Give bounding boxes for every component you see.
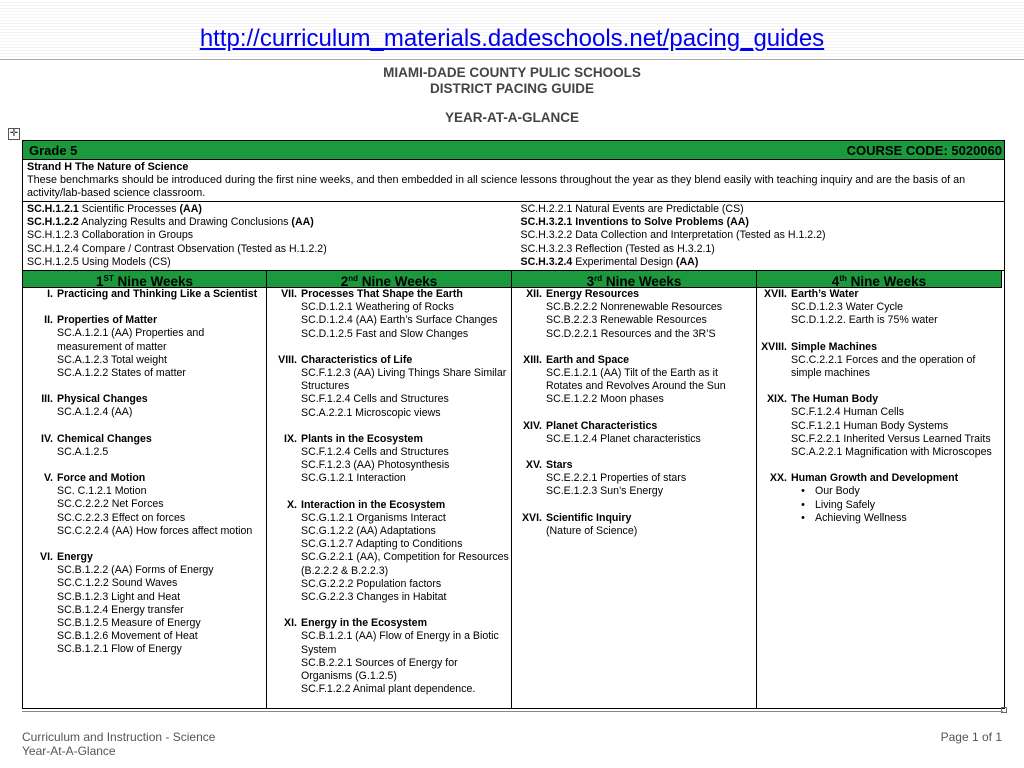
unit-benchmark: SC.F.1.2.2 Animal plant dependence. xyxy=(301,683,476,696)
unit-benchmark: SC.B.1.2.5 Measure of Energy xyxy=(57,617,201,630)
bullet-icon: • xyxy=(801,485,805,498)
benchmark-code: SC.H.1.2.4 xyxy=(27,242,79,255)
unit-benchmark: (Nature of Science) xyxy=(546,524,638,537)
unit-benchmark: SC.B.1.2.3 Light and Heat xyxy=(57,590,181,603)
unit-section xyxy=(269,617,509,696)
unit-title: Human Growth and Development xyxy=(791,472,959,485)
benchmark-item xyxy=(521,243,1001,256)
footer-dept: Curriculum and Instruction - Science xyxy=(22,730,216,744)
pacing-guides-link[interactable]: http://curriculum_materials.dadeschools.net/pacing_guides xyxy=(199,25,825,52)
unit-title-row xyxy=(759,341,1000,354)
unit-benchmark: SC.C.2.2.2 Net Forces xyxy=(57,498,164,511)
strand-text: These benchmarks should be introduced during the first nine weeks, and then embedded in all science lessons throughout the year as they blend easily with teaching inquiry and are the basis of an activity/lab-based science classroom. xyxy=(27,174,966,199)
unit-section xyxy=(25,314,264,380)
unit-benchmark: SC.C.1.2.2 Sound Waves xyxy=(57,577,178,590)
unit-numeral: VIII. xyxy=(278,353,297,366)
unit-section xyxy=(25,472,264,538)
unit-section xyxy=(269,433,509,486)
unit-title-row xyxy=(269,499,509,512)
unit-numeral: X. xyxy=(286,498,297,511)
quarter-header-4 xyxy=(757,271,1002,288)
footer-left xyxy=(22,730,215,758)
unit-numeral: IV. xyxy=(41,432,53,445)
benchmark-item xyxy=(521,216,1001,229)
quarter-ordinal: th xyxy=(839,274,847,284)
benchmark-tag: (AA) xyxy=(726,216,749,229)
unit-numeral: III. xyxy=(41,393,53,406)
quarter-ordinal: rd xyxy=(594,274,603,284)
quarter-ordinal: nd xyxy=(348,274,358,284)
unit-title-row xyxy=(25,433,264,446)
unit-benchmark: SC.G.2.2.2 Population factors xyxy=(301,577,442,590)
unit-title: Practicing and Thinking Like a Scientist xyxy=(57,288,258,301)
unit-benchmark: SC.G.1.2.7 Adapting to Conditions xyxy=(301,538,463,551)
unit-title-row xyxy=(514,512,754,525)
unit-title-row xyxy=(759,393,1000,406)
unit-section xyxy=(269,354,509,420)
quarter-column-2 xyxy=(267,288,512,708)
unit-numeral: XI. xyxy=(284,617,297,630)
benchmark-code: SC.H.3.2.3 xyxy=(520,242,573,255)
unit-title: Interaction in the Ecosystem xyxy=(301,498,446,511)
quarter-label: Nine Weeks xyxy=(117,274,194,290)
unit-section xyxy=(25,433,264,459)
strand-block xyxy=(23,160,1004,202)
unit-title-row xyxy=(25,314,264,327)
unit-section xyxy=(759,341,1000,381)
benchmark-text: Inventions to Solve Problems xyxy=(575,216,724,229)
unit-benchmark: SC.A.2.2.1 Magnification with Microscopes xyxy=(791,446,992,459)
unit-section xyxy=(759,393,1000,459)
course-code: COURSE CODE: 5020060 xyxy=(846,142,1002,158)
unit-title: Earth and Space xyxy=(546,353,630,366)
quarter-column-1 xyxy=(23,288,267,708)
benchmark-item xyxy=(521,229,1001,242)
header-district: MIAMI-DADE COUNTY PULIC SCHOOLS xyxy=(383,65,641,80)
quarter-header-2 xyxy=(267,271,512,288)
benchmark-item xyxy=(521,203,1001,216)
top-divider xyxy=(0,59,1024,60)
unit-title-row xyxy=(25,288,264,301)
unit-benchmark: SC.G.1.2.1 Interaction xyxy=(301,472,406,485)
unit-title: Force and Motion xyxy=(57,472,146,485)
unit-section xyxy=(759,288,1000,328)
grade-label: Grade 5 xyxy=(29,142,78,158)
benchmark-code: SC.H.1.2.5 xyxy=(27,255,79,268)
quarters-grid xyxy=(23,271,1004,708)
benchmark-text: Analyzing Results and Drawing Conclusions xyxy=(81,216,289,229)
unit-benchmark: SC.D.1.2.3 Water Cycle xyxy=(791,301,904,314)
bullet-text: Living Safely xyxy=(815,498,876,511)
unit-benchmark: SC.D.1.2.5 Fast and Slow Changes xyxy=(301,327,469,340)
benchmark-item xyxy=(521,256,1001,269)
quarter-column-3 xyxy=(512,288,757,708)
benchmarks-block xyxy=(23,202,1004,271)
unit-benchmark: SC.A.1.2.1 (AA) Properties and measurement of matter xyxy=(57,327,205,353)
unit-benchmark: SC.A.1.2.2 States of matter xyxy=(57,367,186,380)
benchmarks-left xyxy=(23,202,517,270)
unit-benchmark: SC.C.2.2.4 (AA) How forces affect motion xyxy=(57,524,253,537)
quarter-number: 3 xyxy=(586,274,595,290)
unit-section xyxy=(514,512,754,538)
header-year: YEAR-AT-A-GLANCE xyxy=(445,110,579,125)
unit-benchmark: SC.G.2.2.3 Changes in Habitat xyxy=(301,591,447,604)
unit-benchmark: SC.F.1.2.4 Cells and Structures xyxy=(301,393,449,406)
benchmark-text: Scientific Processes xyxy=(81,203,177,215)
bullet-icon: • xyxy=(801,511,805,524)
unit-title-row xyxy=(25,551,264,564)
unit-benchmark: SC.E.1.2.4 Planet characteristics xyxy=(546,432,701,445)
unit-benchmark: SC.F.1.2.3 (AA) Living Things Share Similar Structures xyxy=(301,367,507,393)
benchmark-code: SC.H.1.2.2 xyxy=(27,216,79,229)
quarter-number: 4 xyxy=(831,274,840,290)
unit-benchmark: SC.B.2.2.3 Renewable Resources xyxy=(546,314,707,327)
unit-section xyxy=(514,354,754,407)
quarter-number: 2 xyxy=(340,274,349,290)
unit-benchmark: SC.F.1.2.4 Human Cells xyxy=(791,406,905,419)
unit-numeral: VI. xyxy=(40,551,53,564)
unit-title-row xyxy=(759,472,1000,485)
unit-title: Chemical Changes xyxy=(57,432,152,445)
unit-title: Planet Characteristics xyxy=(546,419,658,432)
bullet-text: Achieving Wellness xyxy=(815,511,907,524)
unit-title-row xyxy=(269,433,509,446)
pacing-table xyxy=(22,140,1005,709)
unit-benchmark: SC.B.1.2.4 Energy transfer xyxy=(57,603,184,616)
unit-title: Simple Machines xyxy=(791,340,877,353)
unit-benchmark: SC.B.2.2.1 Sources of Energy for Organisms (G.1.2.5) xyxy=(301,656,458,683)
unit-benchmark: SC.D.2.2.1 Resources and the 3R’S xyxy=(546,327,716,340)
benchmark-code: SC.H.3.2.1 xyxy=(520,216,573,229)
unit-title: Processes That Shape the Earth xyxy=(301,288,463,301)
unit-numeral: XX. xyxy=(769,472,787,485)
unit-title-row xyxy=(269,354,509,367)
benchmark-item xyxy=(27,229,513,242)
benchmark-text: Compare / Contrast Observation (Tested as H.1.2.2) xyxy=(81,242,327,255)
unit-section xyxy=(25,551,264,657)
quarter-header-3 xyxy=(512,271,757,288)
unit-title: Scientific Inquiry xyxy=(546,511,632,524)
unit-benchmark: SC.B.1.2.6 Movement of Heat xyxy=(57,630,198,643)
unit-title-row xyxy=(269,288,509,301)
unit-numeral: XIV. xyxy=(522,419,542,432)
unit-title-row xyxy=(514,354,754,367)
bullet-icon: • xyxy=(801,498,805,511)
unit-benchmark: SC.F.1.2.4 Cells and Structures xyxy=(301,446,449,459)
benchmark-tag: (AA) xyxy=(675,255,699,268)
unit-title: Physical Changes xyxy=(57,393,148,406)
table-resize-handle[interactable] xyxy=(1001,707,1007,713)
unit-section xyxy=(514,420,754,446)
unit-title: Characteristics of Life xyxy=(301,353,413,366)
quarter-label: Nine Weeks xyxy=(605,274,682,290)
benchmark-code: SC.H.3.2.2 xyxy=(520,229,573,242)
unit-bullet-item xyxy=(759,485,1000,498)
benchmark-item xyxy=(27,243,513,256)
footer-page: Page 1 of 1 xyxy=(940,730,1002,744)
unit-title: Stars xyxy=(546,459,573,472)
unit-title: Energy xyxy=(57,551,93,564)
benchmark-text: Collaboration in Groups xyxy=(81,229,194,242)
strand-title: Strand H The Nature of Science xyxy=(27,161,189,173)
unit-benchmark: SC.B.1.2.2 (AA) Forms of Energy xyxy=(57,564,214,577)
unit-title-row xyxy=(25,393,264,406)
unit-section xyxy=(514,288,754,341)
unit-numeral: II. xyxy=(44,314,53,327)
benchmark-text: Reflection (Tested as H.3.2.1) xyxy=(575,242,715,255)
unit-numeral: XII. xyxy=(526,288,542,301)
unit-benchmark: SC.E.1.2.2 Moon phases xyxy=(546,393,664,406)
footer-doc: Year-At-A-Glance xyxy=(22,744,116,758)
unit-benchmark: SC.E.2.2.1 Properties of stars xyxy=(546,472,687,485)
unit-benchmark: SC.F.1.2.3 (AA) Photosynthesis xyxy=(301,459,450,472)
unit-title-row xyxy=(514,420,754,433)
unit-section xyxy=(269,499,509,605)
unit-numeral: V. xyxy=(43,472,53,485)
unit-benchmark: SC.A.1.2.5 xyxy=(57,445,109,458)
unit-benchmark: SC.F.2.2.1 Inherited Versus Learned Traits xyxy=(791,432,991,445)
unit-benchmark: SC.B.1.2.1 Flow of Energy xyxy=(57,643,182,656)
unit-title: Properties of Matter xyxy=(57,314,158,327)
benchmark-tag: (AA) xyxy=(291,216,314,229)
unit-title: Earth’s Water xyxy=(791,288,859,301)
unit-title-row xyxy=(759,288,1000,301)
unit-section xyxy=(25,288,264,301)
unit-benchmark: SC.A.1.2.3 Total weight xyxy=(57,353,167,366)
unit-benchmark: SC.A.2.2.1 Microscopic views xyxy=(301,406,441,419)
unit-benchmark: SC.E.1.2.3 Sun’s Energy xyxy=(546,485,663,498)
unit-benchmark: SC.D.1.2.4 (AA) Earth’s Surface Changes xyxy=(301,314,498,327)
unit-benchmark: SC.A.1.2.4 (AA) xyxy=(57,406,133,419)
unit-benchmark: SC.G.1.2.2 (AA) Adaptations xyxy=(301,525,436,538)
unit-section xyxy=(514,459,754,499)
benchmark-item xyxy=(27,216,513,229)
unit-benchmark: SC.B.1.2.1 (AA) Flow of Energy in a Biotic System xyxy=(301,630,499,656)
unit-numeral: XIX. xyxy=(766,393,787,406)
unit-bullet-item xyxy=(759,499,1000,512)
unit-benchmark: SC.C.2.2.3 Effect on forces xyxy=(57,511,186,524)
quarter-number: 1 xyxy=(95,274,104,290)
benchmark-text: Using Models (CS) xyxy=(81,255,171,268)
quarter-label: Nine Weeks xyxy=(850,274,927,290)
unit-title-row xyxy=(514,288,754,301)
unit-title-row xyxy=(25,472,264,485)
unit-numeral: XIII. xyxy=(523,353,542,366)
unit-benchmark: SC.B.2.2.2 Nonrenewable Resources xyxy=(546,301,723,314)
unit-section xyxy=(759,472,1000,525)
footer-divider xyxy=(22,711,1003,712)
grade-row xyxy=(23,141,1004,160)
unit-title: Energy in the Ecosystem xyxy=(301,617,427,630)
unit-section xyxy=(269,288,509,341)
unit-title: The Human Body xyxy=(791,393,879,406)
benchmark-item xyxy=(27,256,513,269)
benchmark-text: Experimental Design xyxy=(575,255,674,268)
unit-numeral: XVI. xyxy=(521,511,542,524)
header-guide: DISTRICT PACING GUIDE xyxy=(429,81,594,96)
unit-title-row xyxy=(269,617,509,630)
unit-benchmark: SC.G.1.2.1 Organisms Interact xyxy=(301,511,446,524)
benchmark-text: Data Collection and Interpretation (Tested as H.1.2.2) xyxy=(575,229,826,242)
unit-benchmark: SC.G.2.2.1 (AA), Competition for Resources (B.2.2.2 & B.2.2.3) xyxy=(301,551,509,577)
benchmarks-right xyxy=(517,202,1005,270)
benchmark-code: SC.H.2.2.1 xyxy=(520,203,573,215)
benchmark-code: SC.H.3.2.4 xyxy=(520,255,573,268)
unit-benchmark: SC.F.1.2.1 Human Body Systems xyxy=(791,419,949,432)
unit-numeral: XVII. xyxy=(764,288,787,301)
quarter-header-1 xyxy=(23,271,267,288)
unit-benchmark: SC.D.1.2.1 Weathering of Rocks xyxy=(301,301,454,314)
unit-title: Plants in the Ecosystem xyxy=(301,432,423,445)
benchmark-tag: (AA) xyxy=(179,203,202,215)
benchmark-item xyxy=(27,203,513,216)
unit-numeral: VII. xyxy=(281,288,297,301)
unit-numeral: I. xyxy=(47,288,53,301)
unit-title-row xyxy=(514,459,754,472)
unit-numeral: XVIII. xyxy=(761,340,787,353)
benchmark-code: SC.H.1.2.1 xyxy=(27,203,79,215)
unit-numeral: XV. xyxy=(525,459,542,472)
quarter-ordinal: ST xyxy=(103,274,114,284)
quarter-column-4 xyxy=(757,288,1002,708)
unit-title: Energy Resources xyxy=(546,288,640,301)
bullet-text: Our Body xyxy=(815,485,860,498)
benchmark-text: Natural Events are Predictable (CS) xyxy=(575,203,744,215)
unit-numeral: IX. xyxy=(284,432,297,445)
quarter-label: Nine Weeks xyxy=(361,274,438,290)
benchmark-code: SC.H.1.2.3 xyxy=(27,229,79,242)
unit-section xyxy=(25,393,264,419)
unit-benchmark: SC. C.1.2.1 Motion xyxy=(57,485,147,498)
table-move-handle-icon[interactable]: ✛ xyxy=(9,128,19,139)
unit-bullet-item xyxy=(759,512,1000,525)
unit-benchmark: SC.C.2.2.1 Forces and the operation of simple machines xyxy=(791,353,976,380)
unit-benchmark: SC.D.1.2.2. Earth is 75% water xyxy=(791,314,938,327)
unit-benchmark: SC.E.1.2.1 (AA) Tilt of the Earth as it Rotates and Revolves Around the Sun xyxy=(546,367,726,393)
